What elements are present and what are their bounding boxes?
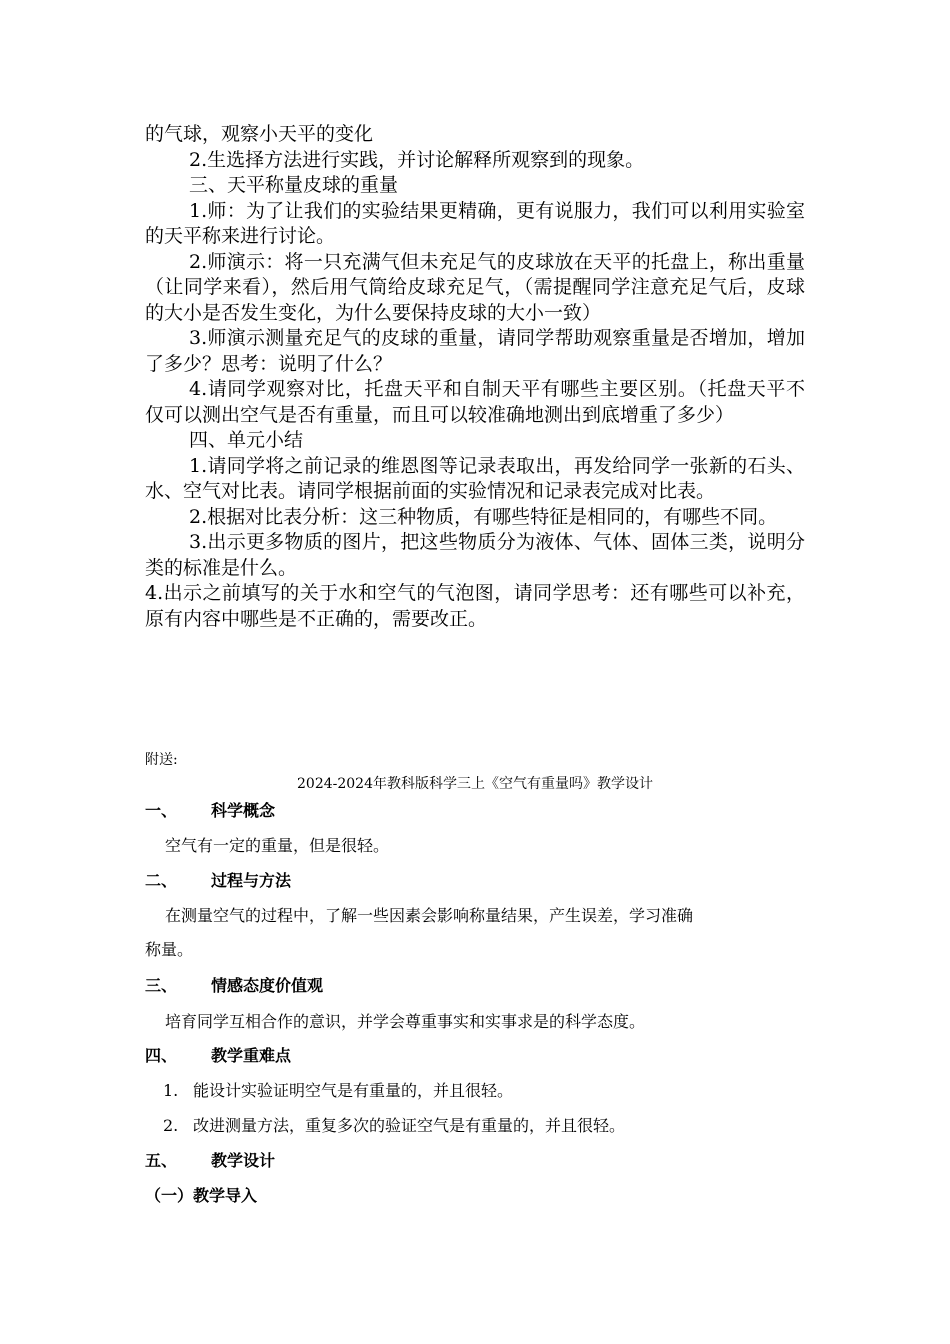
list-item bbox=[163, 1078, 513, 1101]
lesson-steps-text bbox=[145, 122, 805, 632]
appendix-label: 附送: bbox=[145, 752, 178, 768]
heading-number: 一、 bbox=[145, 801, 178, 820]
heading-title: 科学概念 bbox=[211, 801, 276, 820]
heading-process-method bbox=[145, 868, 291, 891]
list-number: 1. bbox=[163, 1081, 179, 1100]
list-text: 能设计实验证明空气是有重量的，并且很轻。 bbox=[193, 1081, 514, 1100]
paragraph: 的气球，观察小天平的变化 bbox=[145, 123, 374, 145]
paragraph: 1.请同学将之前记录的维恩图等记录表取出，再发给同学一张新的石头、水、空气对比表。请同学根据前面的实验情况和记录表完成对比表。 bbox=[145, 454, 805, 502]
heading-number: 五、 bbox=[145, 1151, 178, 1170]
heading-teaching-design bbox=[145, 1148, 275, 1171]
heading-title: 过程与方法 bbox=[211, 871, 292, 890]
subheading-introduction: （一）教学导入 bbox=[145, 1186, 258, 1205]
heading-number: 三、 bbox=[145, 976, 178, 995]
section-heading: 四、单元小结 bbox=[189, 429, 304, 451]
heading-title: 教学设计 bbox=[211, 1151, 276, 1170]
heading-title: 教学重难点 bbox=[211, 1046, 292, 1065]
heading-key-points bbox=[145, 1043, 291, 1066]
paragraph: 3.师演示测量充足气的皮球的重量，请同学帮助观察重量是否增加，增加了多少？思考：说明了什么？ bbox=[145, 327, 805, 375]
list-text: 改进测量方法，重复多次的验证空气是有重量的，并且很轻。 bbox=[193, 1116, 626, 1135]
heading-attitude-values bbox=[145, 973, 323, 996]
paragraph: 4.请同学观察对比，托盘天平和自制天平有哪些主要区别。（托盘天平不仅可以测出空气是否有重量，而且可以较准确地测出到底增重了多少） bbox=[145, 378, 805, 426]
heading-science-concept bbox=[145, 798, 275, 821]
body-text: 培育同学互相合作的意识，并学会尊重事实和实事求是的科学态度。 bbox=[165, 1012, 646, 1031]
appendix-title: 2024-2024年教科版科学三上《空气有重量吗》教学设计 bbox=[297, 776, 653, 792]
heading-number: 四、 bbox=[145, 1046, 178, 1065]
heading-number: 二、 bbox=[145, 871, 178, 890]
paragraph: 2.生选择方法进行实践，并讨论解释所观察到的现象。 bbox=[189, 148, 645, 171]
paragraph: 3.出示更多物质的图片，把这些物质分为液体、气体、固体三类，说明分类的标准是什么。 bbox=[145, 531, 805, 579]
paragraph: 2.根据对比表分析：这三种物质，有哪些特征是相同的，有哪些不同。 bbox=[189, 505, 778, 528]
paragraph: 4.出示之前填写的关于水和空气的气泡图，请同学思考：还有哪些可以补充，原有内容中哪些是不正确的，需要改正。 bbox=[145, 582, 805, 630]
list-number: 2. bbox=[163, 1116, 179, 1135]
list-item bbox=[163, 1113, 625, 1136]
body-text: 称量。 bbox=[145, 940, 194, 959]
body-text: 在测量空气的过程中，了解一些因素会影响称量结果，产生误差，学习准确 bbox=[165, 906, 694, 925]
section-heading: 三、天平称量皮球的重量 bbox=[189, 174, 399, 196]
paragraph: 2.师演示：将一只充满气但未充足气的皮球放在天平的托盘上，称出重量（让同学来看），然后用气筒给皮球充足气，（需提醒同学注意充足气后，皮球的大小是否发生变化，为什么要保持皮球的大小一致） bbox=[145, 250, 805, 324]
heading-title: 情感态度价值观 bbox=[211, 976, 324, 995]
paragraph: 1.师：为了让我们的实验结果更精确，更有说服力，我们可以利用实验室的天平称来进行讨论。 bbox=[145, 199, 805, 247]
body-text: 空气有一定的重量，但是很轻。 bbox=[165, 836, 390, 855]
